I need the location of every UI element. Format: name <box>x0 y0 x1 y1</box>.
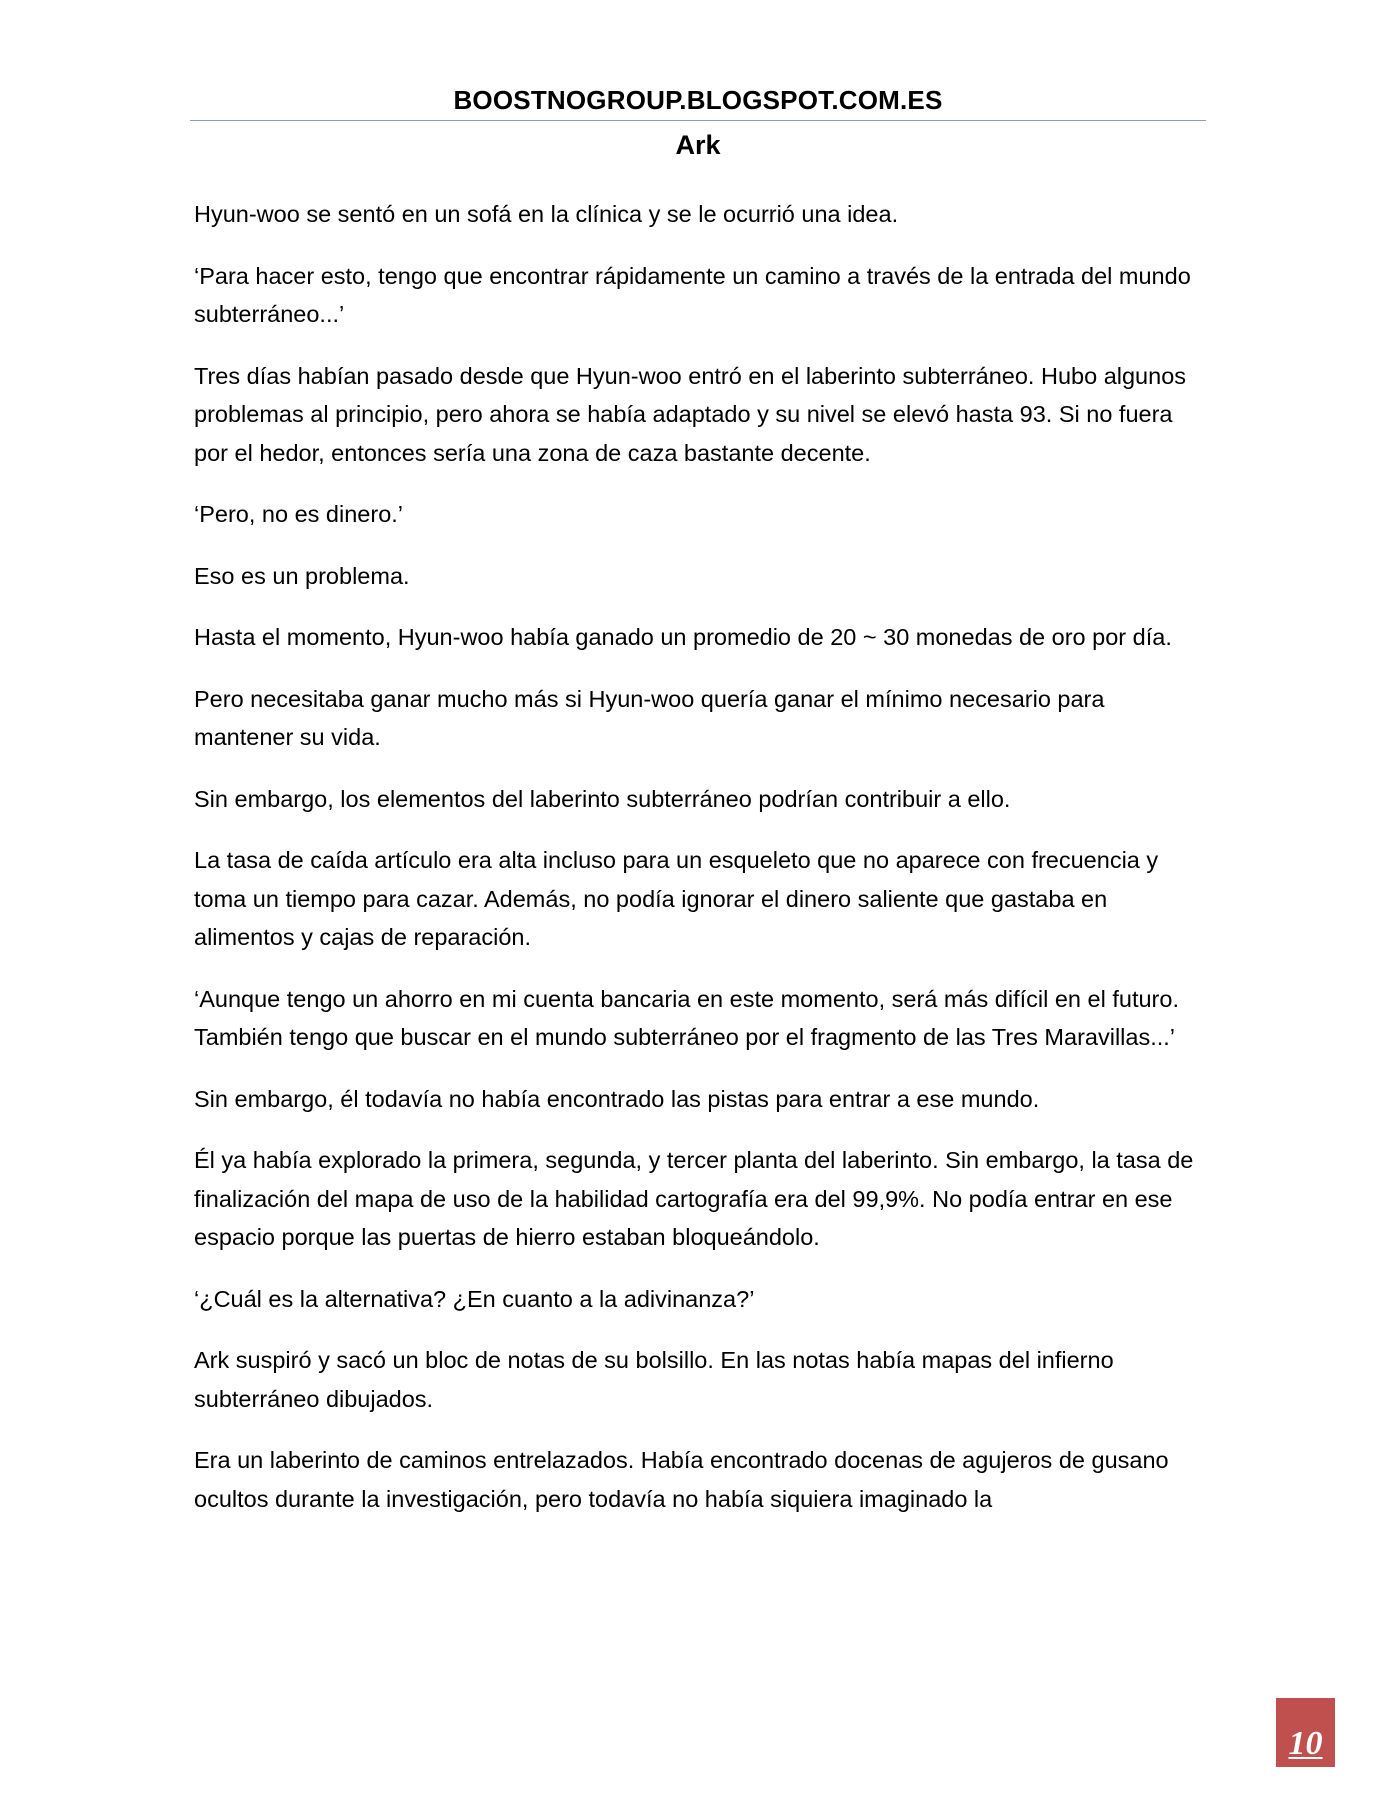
header-rule <box>190 120 1206 121</box>
paragraph: Eso es un problema. <box>194 562 410 589</box>
page-number-badge <box>1276 1698 1335 1767</box>
book-title: Ark <box>675 130 721 160</box>
paragraph: Sin embargo, los elementos del laberinto subterráneo podrían contribuir a ello. <box>194 785 1011 812</box>
paragraph: Sin embargo, él todavía no había encontrado las pistas para entrar a ese mundo. <box>194 1085 1040 1112</box>
paragraph: ‘Pero, no es dinero.’ <box>194 501 404 527</box>
paragraph: Hyun-woo se sentó en un sofá en la clínica y se le ocurrió una idea. <box>194 201 899 227</box>
page-number: 10 <box>1288 1725 1323 1762</box>
paragraph: Tres días habían pasado desde que Hyun-woo entró en el laberinto subterráneo. Hubo algunos problemas al principio, pero ahora se había adaptado y su nivel se elevó hasta 93. Si no fuera por el hedor, entonces sería una zona de caza bastante decente. <box>194 362 1187 466</box>
paragraph: ‘Para hacer esto, tengo que encontrar rápidamente un camino a través de la entrada del mundo subterráneo...’ <box>194 262 1191 327</box>
body-text <box>194 195 1206 1541</box>
paragraph: Pero necesitaba ganar mucho más si Hyun-woo quería ganar el mínimo necesario para mantener su vida. <box>194 685 1105 750</box>
paragraph: ‘¿Cuál es la alternativa? ¿En cuanto a la adivinanza?’ <box>194 1285 755 1312</box>
paragraph: La tasa de caída artículo era alta incluso para un esqueleto que no aparece con frecuencia y toma un tiempo para cazar. Además, no podía ignorar el dinero saliente que gastaba en alimentos y cajas de reparación. <box>194 847 1159 950</box>
paragraph: Era un laberinto de caminos entrelazados. Había encontrado docenas de agujeros de gusano ocultos durante la investigación, pero todavía no había siquiera imaginado la <box>194 1447 1169 1512</box>
site-title: BOOSTNOGROUP.BLOGSPOT.COM.ES <box>453 85 943 115</box>
page-header <box>190 84 1206 161</box>
paragraph: Hasta el momento, Hyun-woo había ganado un promedio de 20 ~ 30 monedas de oro por día. <box>194 624 1172 650</box>
paragraph: ‘Aunque tengo un ahorro en mi cuenta bancaria en este momento, será más difícil en el futuro. También tengo que buscar en el mundo subterráneo por el fragmento de las Tres Maravillas...’ <box>194 985 1179 1050</box>
paragraph: Él ya había explorado la primera, segunda, y tercer planta del laberinto. Sin embargo, la tasa de finalización del mapa de uso de la habilidad cartografía era del 99,9%. No podía entrar en ese espacio porque las puertas de hierro estaban bloqueándolo. <box>194 1147 1194 1250</box>
paragraph: Ark suspiró y sacó un bloc de notas de su bolsillo. En las notas había mapas del infierno subterráneo dibujados. <box>194 1347 1114 1412</box>
